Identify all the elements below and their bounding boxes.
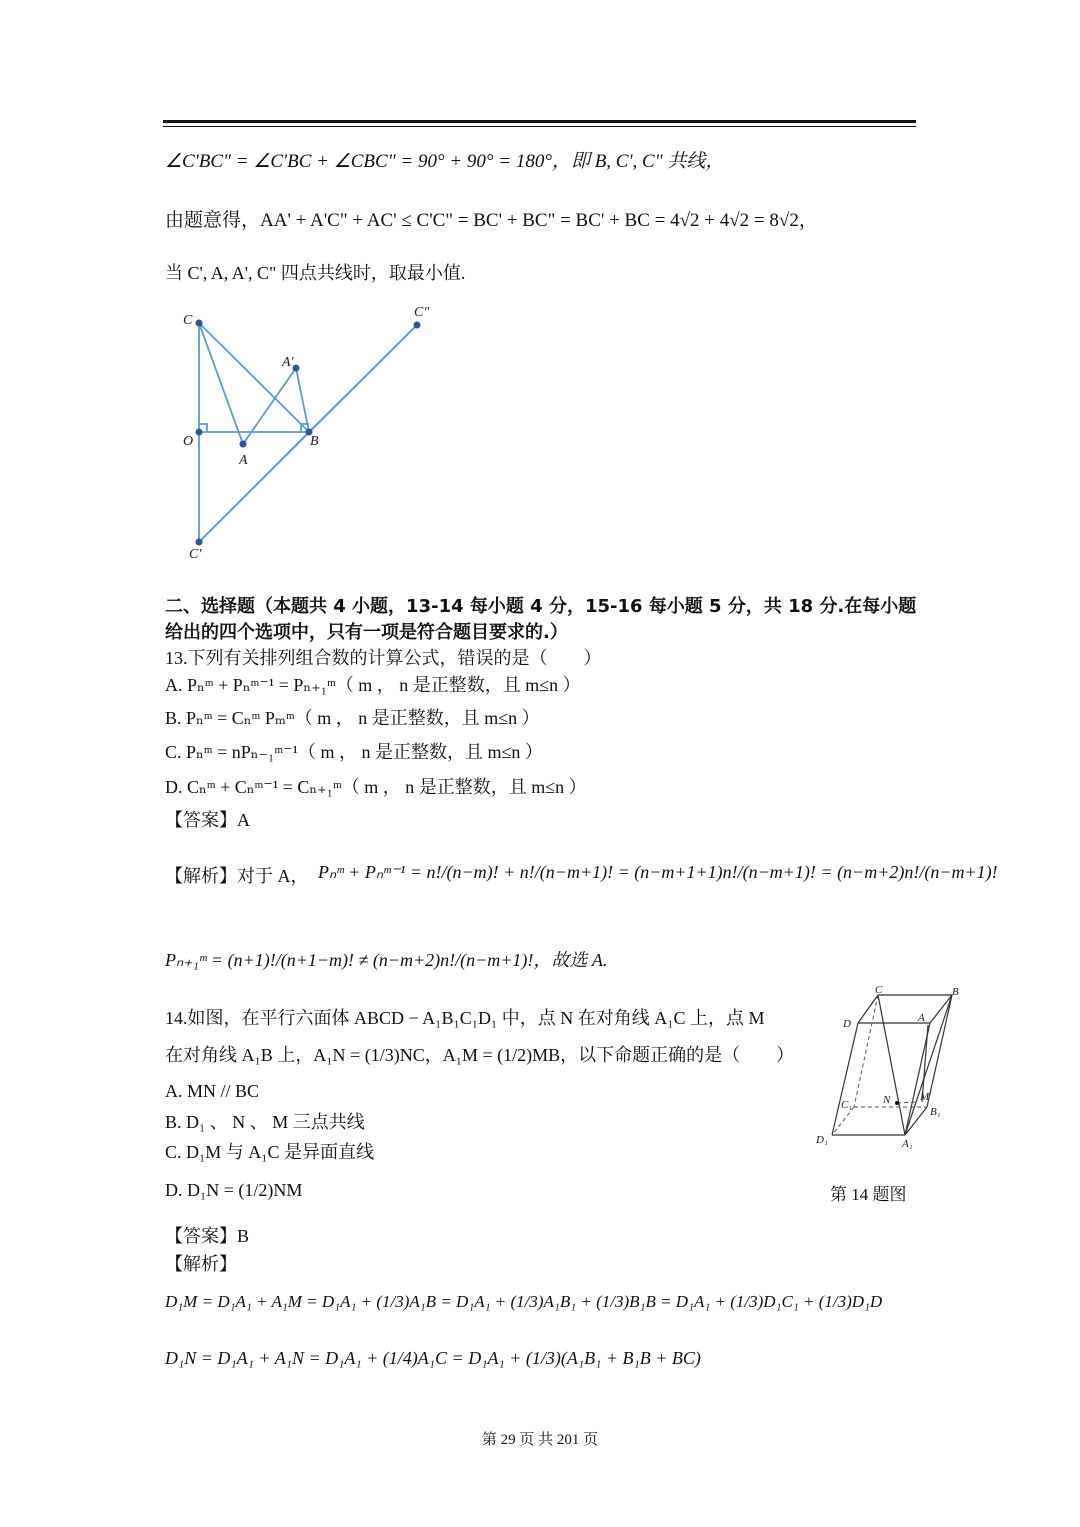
point-C-double-prime [414,322,421,329]
cube-label-A1: A₁ [902,1138,913,1150]
q13-analysis-eq2: Pₙ₊₁ᵐ = (n+1)!/(n+1−m)! ≠ (n−m+2)n!/(n−m+1)!，故选 A. [165,950,608,970]
cube-label-B1: B₁ [930,1106,941,1118]
section-2-heading-2: 给出的四个选项中，只有一项是符合题目要求的.） [165,622,568,643]
point-N [895,1101,899,1105]
q14-stem-1: 14.如图，在平行六面体 ABCD − A₁B₁C₁D₁ 中，点 N 在对角线 A₁C 上，点 M [165,1008,765,1028]
label-C-double-prime: C" [414,305,430,320]
geometry-figure-1 [175,300,445,570]
cube-label-N: N [883,1094,891,1106]
label-A: A [239,453,248,468]
header-rule-thin [163,126,916,127]
q14-analysis-eq2: D₁N = D₁A₁ + A₁N = D₁A₁ + (1/4)A₁C = D₁A₁ + (1/3)(A₁B₁ + B₁B + BC) [165,1348,701,1368]
q13-answer: 【答案】A [165,810,250,830]
intro-line-2: 由题意得，AA' + A'C" + AC' ≤ C'C" = BC' + BC" = BC' + BC = 4√2 + 4√2 = 8√2， [165,210,818,231]
cube-label-D: D [843,1018,851,1030]
cube-label-M: M [920,1091,930,1103]
q14-analysis-eq1: D₁M = D₁A₁ + A₁M = D₁A₁ + (1/3)A₁B = D₁A₁ + (1/3)A₁B₁ + (1/3)B₁B = D₁A₁ + (1/3)D₁C₁ + (1/3)D₁D [165,1292,883,1311]
figure-14-caption: 第 14 题图 [830,1185,907,1204]
section-2-heading-1: 二、选择题（本题共 4 小题，13-14 每小题 4 分，15-16 每小题 5 分，共 18 分.在每小题 [165,596,917,617]
q13-stem: 13.下列有关排列组合数的计算公式，错误的是（ ） [165,648,602,668]
page-footer: 第 29 页 共 201 页 [481,1432,599,1448]
header-rule-thick [163,120,916,123]
label-O: O [183,434,194,449]
point-C [196,320,203,327]
intro-line-1: ∠C'BC" = ∠C'BC + ∠CBC" = 90° + 90° = 180°，即 B, C', C" 共线， [165,151,725,172]
cube-label-C1: C₁ [841,1099,853,1111]
cube-label-D1: D₁ [816,1134,828,1146]
q14-answer: 【答案】B [165,1226,250,1246]
parallelepiped-figure [810,985,970,1155]
q13-option-c: C. Pₙᵐ = nPₙ₋₁ᵐ⁻¹（ m ， n 是正整数，且 m≤n ） [165,742,543,762]
point-O [196,429,203,436]
point-A [240,441,247,448]
cube-label-B: B [952,986,959,998]
q13-analysis-eq1: Pₙᵐ + Pₙᵐ⁻¹ = n!/(n−m)! + n!/(n−m+1)! = (n−m+1+1)n!/(n−m+1)! = (n−m+2)n!/(n−m+1)! [318,862,998,882]
point-C-prime [196,539,203,546]
q13-option-a: A. Pₙᵐ + Pₙᵐ⁻¹ = Pₙ₊₁ᵐ（ m ， n 是正整数，且 m≤n ） [165,675,581,695]
point-A-prime [293,365,300,372]
cube-label-A: A [918,1012,925,1024]
q14-option-c: C. D₁M 与 A₁C 是异面直线 [165,1142,375,1162]
q14-option-b: B. D₁ 、 N 、 M 三点共线 [165,1112,365,1132]
label-A-prime: A' [282,355,294,370]
q13-option-b: B. Pₙᵐ = Cₙᵐ Pₘᵐ（ m ， n 是正整数，且 m≤n ） [165,708,540,728]
q13-analysis-label: 【解析】对于 A， [165,866,309,886]
intro-line-3: 当 C', A, A', C" 四点共线时，取最小值. [165,263,466,283]
cube-label-C: C [875,985,883,996]
label-C-prime: C' [189,547,202,562]
q14-analysis-label: 【解析】 [165,1254,237,1274]
q14-stem-2: 在对角线 A₁B 上，A₁N = (1/3)NC，A₁M = (1/2)MB，以下命题正确的是（ ） [165,1045,795,1065]
q14-option-d: D. D₁N = (1/2)NM [165,1180,303,1200]
label-C: C [183,313,193,328]
label-B: B [310,434,319,449]
q14-option-a: A. MN // BC [165,1081,260,1101]
q13-option-d: D. Cₙᵐ + Cₙᵐ⁻¹ = Cₙ₊₁ᵐ（ m ， n 是正整数，且 m≤n ） [165,777,587,797]
